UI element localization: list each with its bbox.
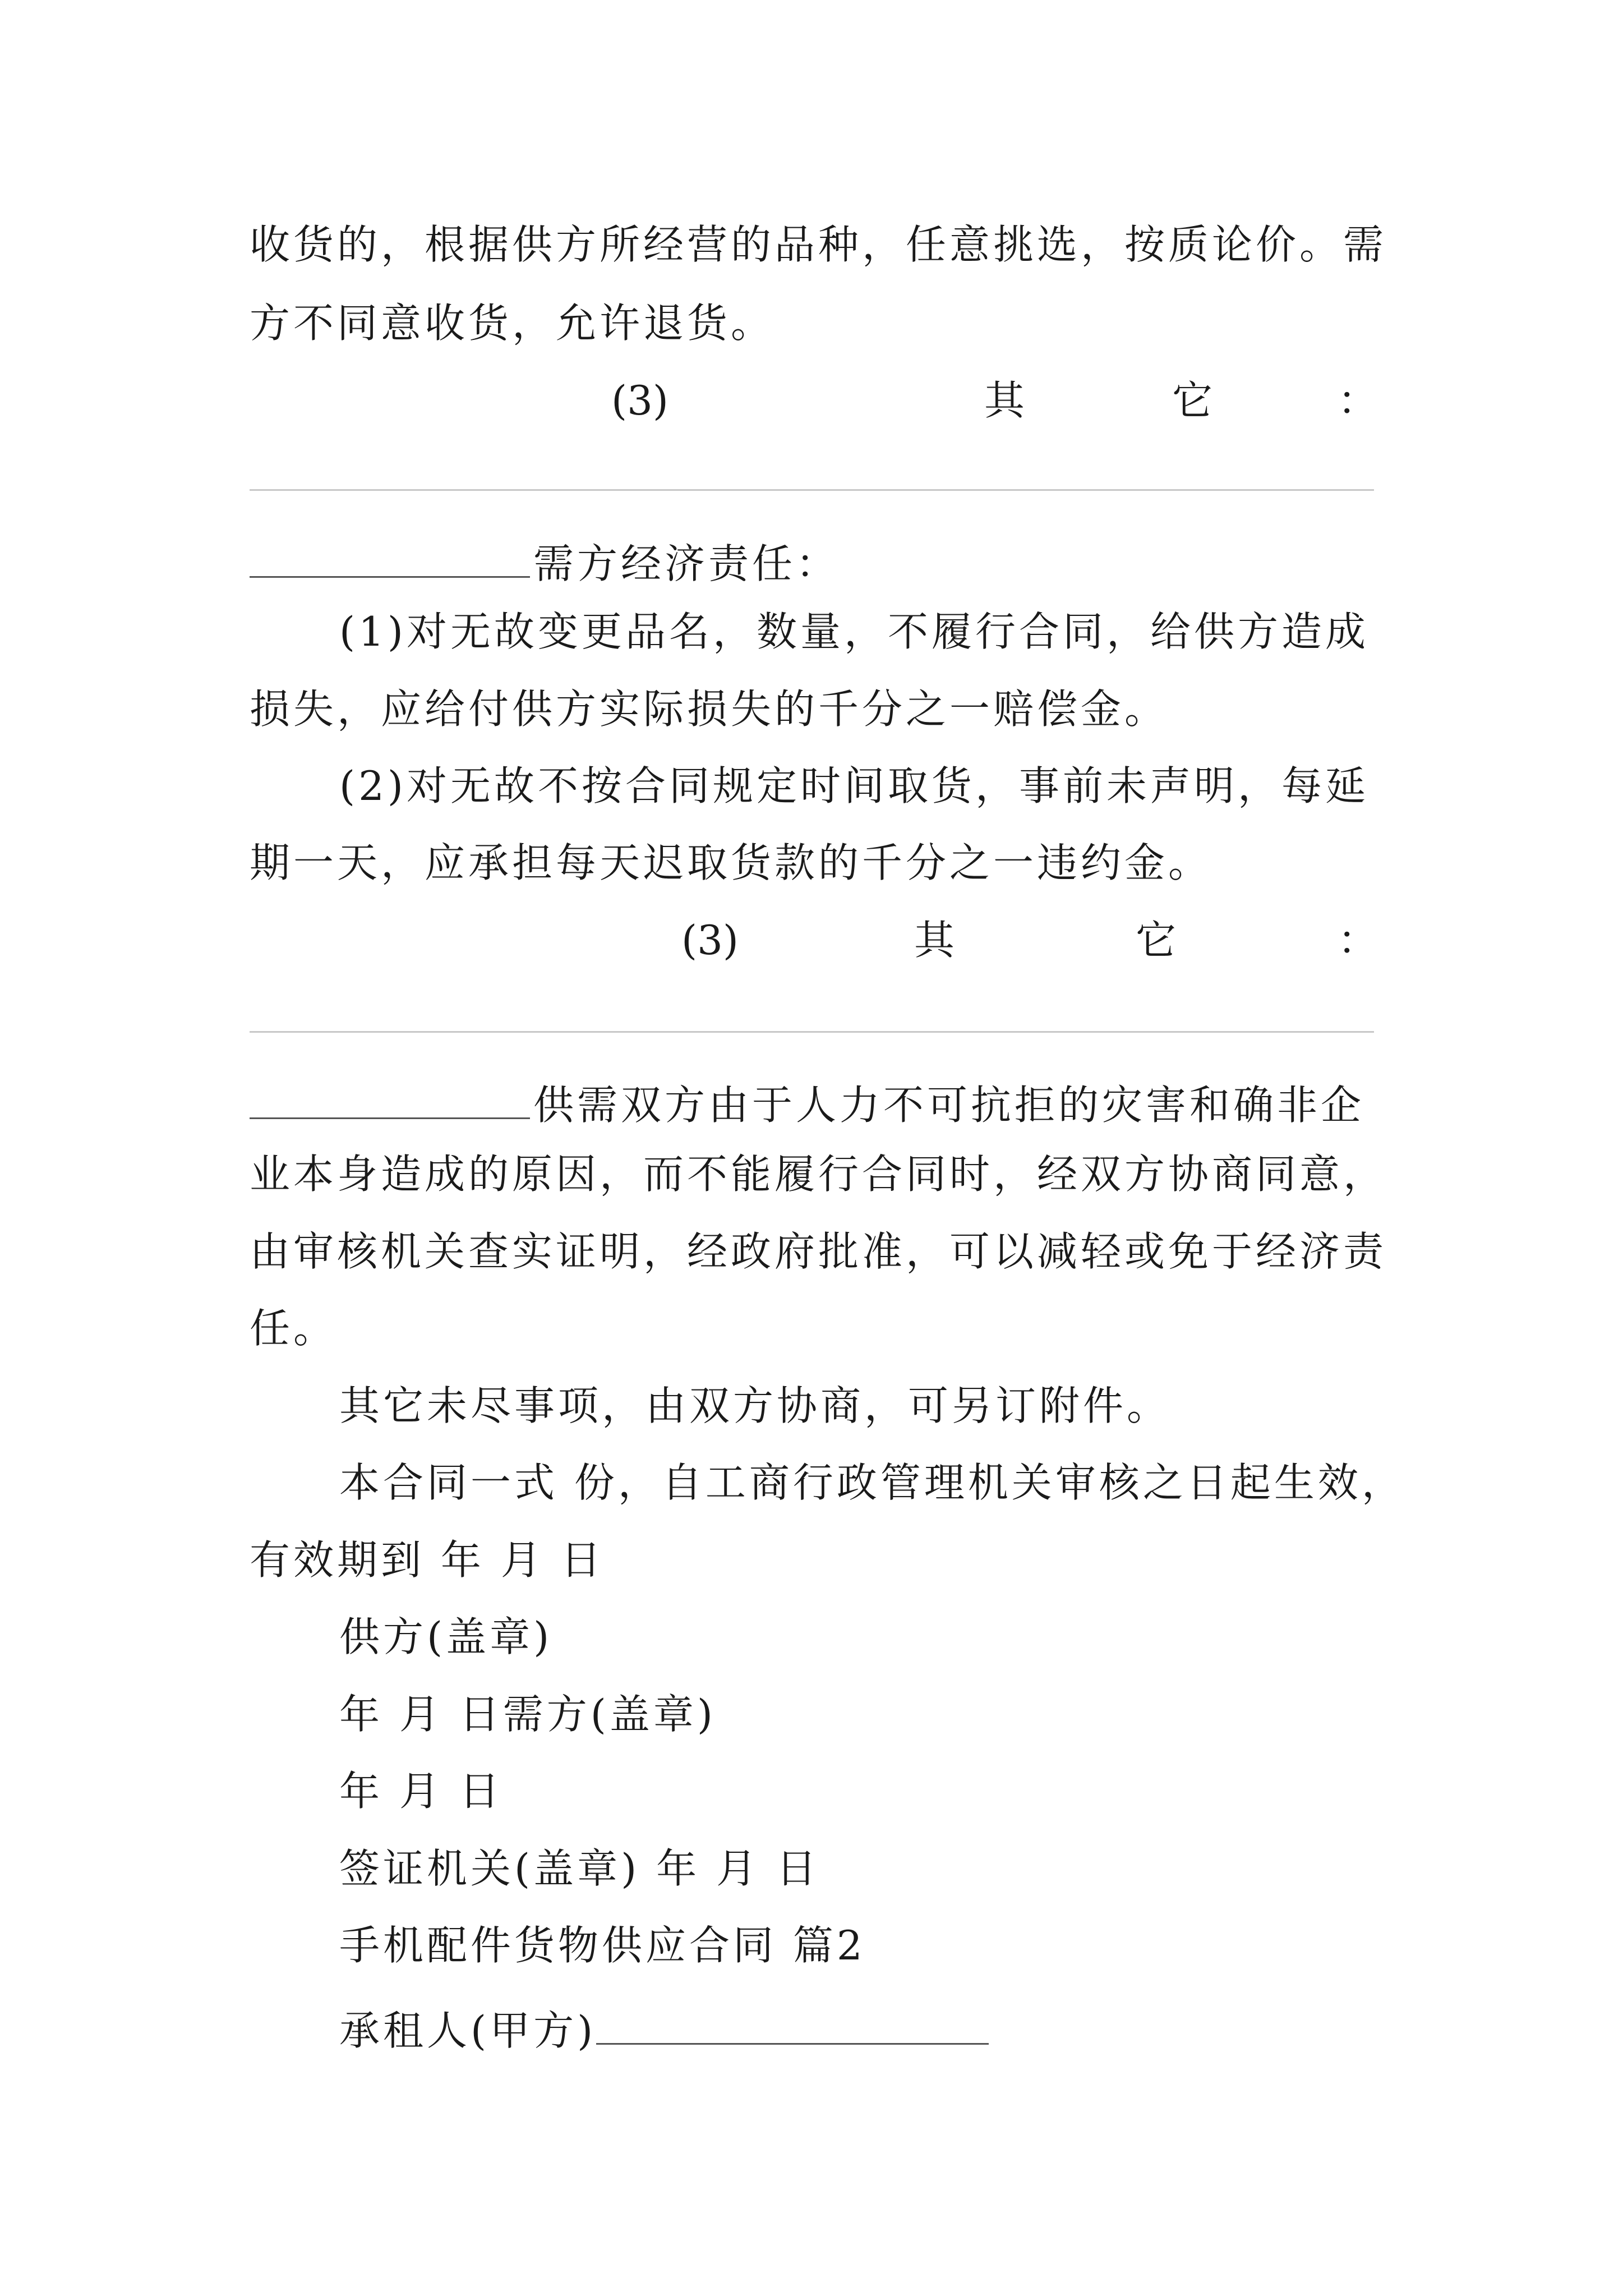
signature-line: 供方(盖章)	[339, 1613, 553, 1660]
item-number: (3)	[611, 377, 668, 424]
contract-title: 手机配件货物供应合同 篇2	[339, 1922, 866, 1969]
force-majeure-text: 供需双方由于人力不可抗拒的灾害和确非企	[533, 1082, 1365, 1129]
spaced-char: 它	[1136, 917, 1177, 964]
spaced-char: 其	[914, 917, 955, 964]
party-line	[339, 2003, 1377, 2054]
paragraph-line: 有效期到 年 月 日	[250, 1536, 605, 1584]
paragraph-line: 期一天，应承担每天迟取货款的千分之一违约金。	[250, 839, 1212, 886]
fill-in-rule	[250, 1031, 1374, 1033]
paragraph-line: 业本身造成的原因，而不能履行合同时，经双方协商同意，	[250, 1151, 1387, 1198]
demand-heading-text: 需方经济责任：	[533, 540, 840, 587]
paragraph-line: 损失，应给付供方实际损失的千分之一赔偿金。	[250, 685, 1169, 733]
section-heading	[250, 536, 1377, 587]
paragraph-line: 收货的，根据供方所经营的品种，任意挑选，按质论价。需	[250, 221, 1387, 268]
signature-line: 年 月 日	[339, 1768, 503, 1815]
signature-line: 签证机关(盖章) 年 月 日	[339, 1845, 820, 1892]
signature-line: 年 月 日需方(盖章)	[339, 1691, 716, 1738]
spaced-colon: ：	[1338, 377, 1378, 424]
paragraph-line: 方不同意收货，允许退货。	[250, 300, 775, 347]
paragraph-line: 由审核机关查实证明，经政府批准，可以减轻或免于经济责	[250, 1228, 1387, 1275]
paragraph-line: 其它未尽事项，由双方协商，可另订附件。	[339, 1382, 1171, 1429]
fill-in-blank	[596, 2003, 989, 2045]
item-number: (3)	[681, 917, 739, 964]
spaced-char: 它	[1172, 377, 1213, 424]
fill-in-blank	[250, 536, 530, 578]
paragraph-line: (2)对无故不按合同规定时间取货，事前未声明，每延	[339, 762, 1369, 809]
lessee-label: 承租人(甲方)	[339, 2007, 597, 2054]
paragraph-line	[250, 1077, 1377, 1129]
fill-in-rule	[250, 489, 1374, 491]
paragraph-line: 本合同一式 份，自工商行政管理机关审核之日起生效，	[339, 1459, 1405, 1506]
spaced-colon: ：	[1338, 917, 1378, 964]
fill-in-blank	[250, 1077, 530, 1119]
paragraph-line: 任。	[250, 1305, 338, 1352]
paragraph-line: (1)对无故变更品名，数量，不履行合同，给供方造成	[339, 608, 1369, 655]
spaced-char: 其	[984, 377, 1025, 424]
